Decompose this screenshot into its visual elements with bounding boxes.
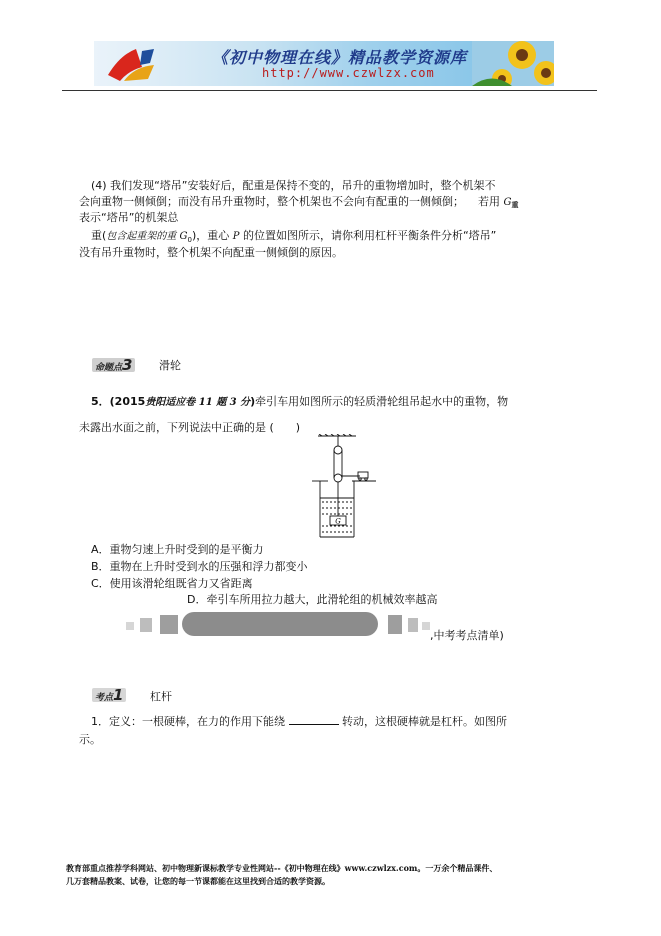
answer-blank[interactable] (289, 714, 339, 725)
section-tag-kaodian-1: 考点1 (92, 688, 126, 702)
checklist-banner-bar (126, 612, 436, 638)
q5-line-2: 未露出水面之前，下列说法中正确的是 ( ) (79, 421, 301, 434)
q4-line-1: (4) 我们发现“塔吊”安装好后，配重是保持不变的，吊升的重物增加时，整个机架不 (91, 179, 496, 192)
header-banner (94, 41, 554, 86)
site-logo-icon (102, 45, 172, 83)
footer-line-2: 几万套精品教案、试卷，让您的每一节课都能在这里找到合适的教学资源。 (66, 876, 330, 886)
checklist-label: ,中考考点清单) (430, 629, 504, 642)
page-footer (66, 862, 606, 888)
q4-line-3: 表示“塔吊”的机架总 (79, 211, 179, 224)
kaodian1-q1-line-1: 1．定义：一根硬棒，在力的作用下能绕 转动，这根硬棒就是杠杆。如图所 (91, 715, 507, 728)
q5-line-1: 5．(2015贵阳适应卷 11 题 3 分)牵引车用如图所示的轻质滑轮组吊起水中的重物，物 (91, 395, 509, 408)
q4-line-2: 会向重物一侧倾倒；而没有吊升重物时，整个机架也不会向有配重的一侧倾倒； 若用 $G_重$ (79, 195, 519, 209)
pulley-system-figure (308, 434, 382, 540)
section-tag-proposition-3: 命题点3 (92, 358, 135, 372)
q4-line-4: 重(包含起重架的重 $G_0$)，重心 P 的位置如图所示，请你利用杠杆平衡条件分析“塔吊” (91, 229, 497, 245)
kaodian1-q1-line-2: 示。 (79, 733, 101, 746)
q5-option-c: C．使用该滑轮组既省力又省距离 (91, 577, 253, 590)
q5-option-d: D．牵引车所用拉力越大，此滑轮组的机械效率越高 (187, 593, 438, 606)
section-title-lever: 杠杆 (150, 690, 172, 703)
banner-url[interactable]: http://www.czwlzx.com (262, 66, 435, 80)
header-divider (62, 90, 597, 91)
figure-weight-label: G (335, 517, 341, 526)
section-title-pulley: 滑轮 (159, 359, 181, 372)
q5-option-b: B．重物在上升时受到水的压强和浮力都变小 (91, 560, 308, 573)
sunflower-decoration-icon (472, 41, 554, 86)
q4-line-5: 没有吊升重物时，整个机架不向配重一侧倾倒的原因。 (79, 246, 343, 259)
banner-title: 《初中物理在线》精品教学资源库 (212, 48, 468, 67)
q5-option-a: A．重物匀速上升时受到的是平衡力 (91, 543, 264, 556)
footer-line-1: 教育部重点推荐学科网站、初中物理新课标教学专业性网站--《初中物理在线》www.czwlzx.com。一万余个精品课件、 (66, 863, 498, 873)
